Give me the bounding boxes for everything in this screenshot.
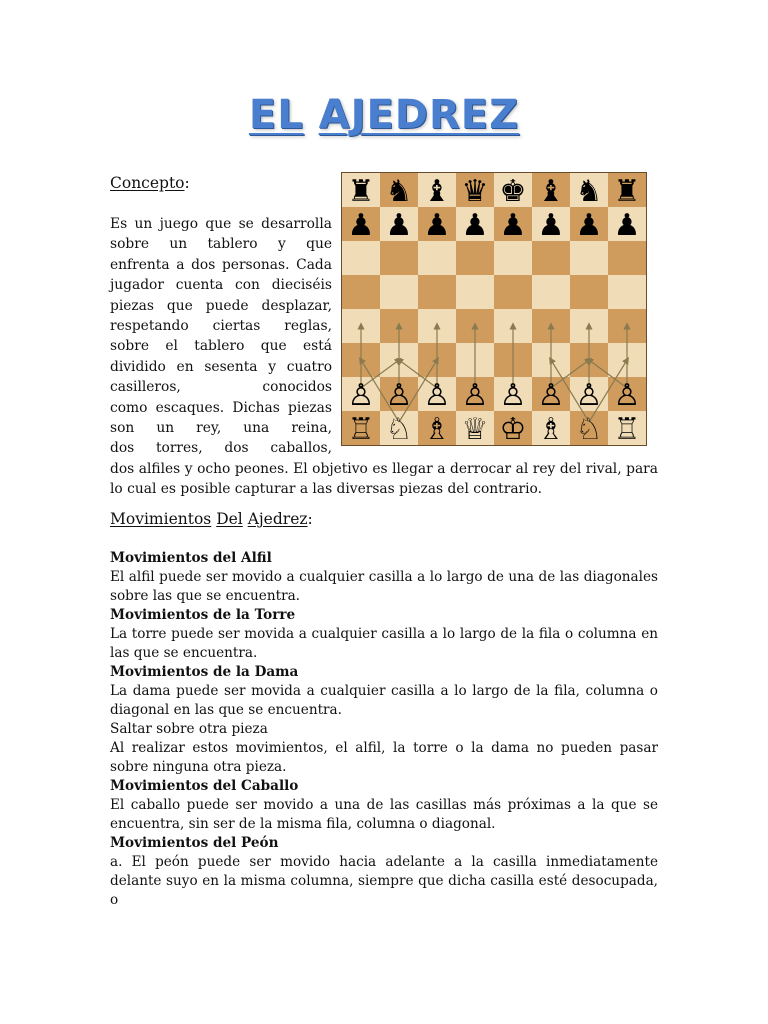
concept-line: sobre el tablero que está <box>110 338 332 355</box>
concept-line: Es un juego que se desarrolla <box>110 216 332 232</box>
movement-heading: Movimientos de la Dama <box>110 664 299 680</box>
concept-line: son un rey, una reina, <box>110 420 332 437</box>
movement-text: Al realizar estos movimientos, el alfil, la torre o la dama no pueden pasar sobre ninguna otra pieza. <box>110 740 658 775</box>
movement-heading: Movimientos de la Torre <box>110 607 296 623</box>
chess-piece: ♟ <box>385 208 413 243</box>
board-square <box>342 241 380 275</box>
board-square <box>418 275 456 309</box>
movement-heading: Movimientos del Peón <box>110 835 279 851</box>
board-square <box>570 241 608 275</box>
chess-piece: ♛ <box>461 174 489 209</box>
board-square <box>494 241 532 275</box>
board-square <box>456 275 494 309</box>
chess-piece: ♗ <box>537 412 565 445</box>
title-word-el: EL <box>248 92 304 138</box>
chess-piece: ♟ <box>575 208 603 243</box>
concept-paragraph-continued: dos alfiles y ocho peones. El objetivo es llegar a derrocar al rey del rival, para lo cual es posible capturar a las diversas piezas del contrario. <box>110 461 658 498</box>
board-square <box>570 275 608 309</box>
chess-piece: ♘ <box>385 412 413 445</box>
chess-piece: ♘ <box>575 412 603 445</box>
chess-piece: ♙ <box>385 378 413 413</box>
movement-heading: Movimientos del Alfil <box>110 550 272 566</box>
movement-text: Saltar sobre otra pieza <box>110 721 268 737</box>
concept-line: jugador cuenta con dieciséis <box>110 277 332 294</box>
chess-piece: ♙ <box>461 378 489 413</box>
chess-piece: ♟ <box>347 208 375 243</box>
chess-piece: ♖ <box>613 412 641 445</box>
page-title <box>0 92 768 138</box>
chess-piece: ♜ <box>347 174 375 209</box>
chess-piece: ♙ <box>499 378 527 413</box>
chess-piece: ♗ <box>423 412 451 445</box>
movements-heading: Movimientos Del Ajedrez: <box>110 510 313 528</box>
chess-piece: ♚ <box>499 174 527 209</box>
movement-text: La torre puede ser movida a cualquier casilla a lo largo de la fila o columna en las que se encuentra. <box>110 626 658 661</box>
board-square <box>494 275 532 309</box>
board-square <box>342 275 380 309</box>
title-word-ajedrez: AJEDREZ <box>318 92 520 138</box>
movement-heading: Movimientos del Caballo <box>110 778 299 794</box>
board-square <box>380 275 418 309</box>
chess-piece: ♙ <box>575 378 603 413</box>
board-square <box>608 275 646 309</box>
chess-piece: ♙ <box>347 378 375 413</box>
chess-piece: ♙ <box>537 378 565 413</box>
chess-piece: ♟ <box>461 208 489 243</box>
concept-line: como escaques. Dichas piezas <box>110 399 332 416</box>
concept-line: casilleros, conocidos <box>110 379 332 396</box>
concept-heading: Concepto: <box>110 174 190 192</box>
board-square <box>380 241 418 275</box>
board-square <box>608 241 646 275</box>
board-square <box>532 275 570 309</box>
chess-piece: ♖ <box>347 412 375 445</box>
board-square <box>456 241 494 275</box>
chess-piece: ♕ <box>461 412 489 445</box>
chess-piece: ♝ <box>423 174 451 209</box>
movement-text: El alfil puede ser movido a cualquier casilla a lo largo de una de las diagonales sobre las que se encuentra. <box>110 569 658 604</box>
movement-text: a. El peón puede ser movido hacia adelante a la casilla inmediatamente delante suyo en la misma columna, siempre que dicha casilla esté desocupada, o <box>110 854 658 908</box>
movement-text: La dama puede ser movida a cualquier casilla a lo largo de la fila, columna o diagonal en las que se encuentra. <box>110 683 658 718</box>
concept-line: piezas que puede desplazar, <box>110 297 332 314</box>
concept-line: sobre un tablero y que <box>110 236 332 253</box>
chess-piece: ♔ <box>499 412 527 445</box>
board-square <box>418 241 456 275</box>
movement-text: El caballo puede ser movido a una de las casillas más próximas a la que se encuentra, sin ser de la misma fila, columna o diagonal. <box>110 797 658 832</box>
chess-piece: ♟ <box>499 208 527 243</box>
chess-piece: ♟ <box>613 208 641 243</box>
chess-piece: ♞ <box>575 174 603 209</box>
concept-line: dividido en sesenta y cuatro <box>110 358 332 375</box>
chess-piece: ♟ <box>537 208 565 243</box>
concept-line: enfrenta a dos personas. Cada <box>110 256 332 273</box>
concept-line: respetando ciertas reglas, <box>110 318 332 335</box>
concept-paragraph <box>110 214 332 459</box>
chess-piece: ♝ <box>537 174 565 209</box>
chess-board <box>342 173 646 445</box>
chess-board-image <box>341 172 647 446</box>
chess-piece: ♙ <box>613 378 641 413</box>
chess-piece: ♙ <box>423 378 451 413</box>
board-square <box>532 241 570 275</box>
concept-line: dos torres, dos caballos, <box>110 440 332 457</box>
movements-list <box>110 549 658 910</box>
chess-piece: ♞ <box>385 174 413 209</box>
chess-piece: ♟ <box>423 208 451 243</box>
chess-piece: ♜ <box>613 174 641 209</box>
